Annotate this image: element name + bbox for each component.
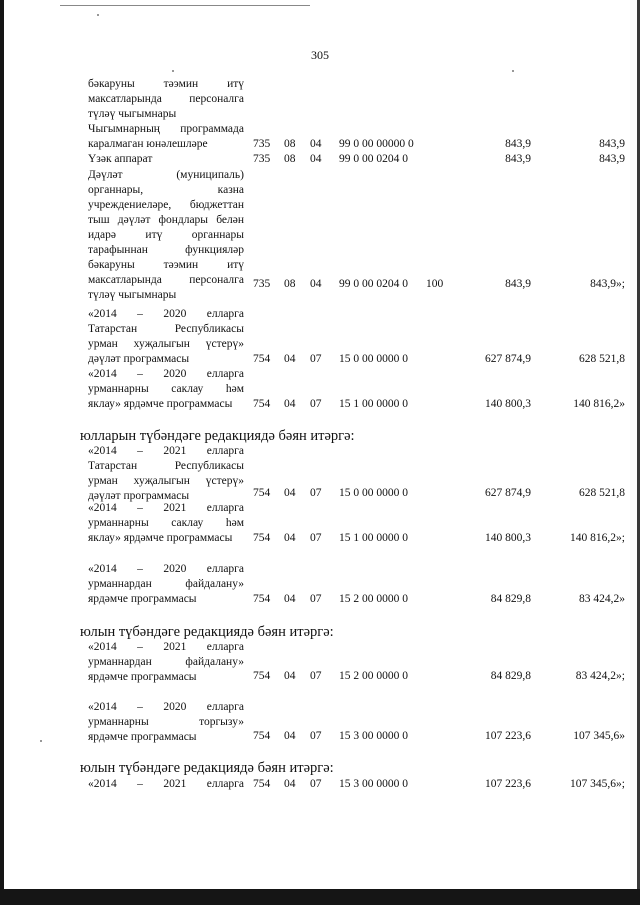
target-article: 15 3 00 0000 0 [339, 730, 408, 742]
amount-2: 140 816,2» [573, 398, 625, 410]
amount-2: 843,9 [599, 153, 625, 165]
subsection-code: 07 [310, 398, 322, 410]
target-article: 15 3 00 0000 0 [339, 778, 408, 790]
subsection-code: 07 [310, 532, 322, 544]
name-line: бәкаруны тәэмин итү [88, 78, 244, 90]
name-line: ярдәмче программасы [88, 731, 197, 743]
target-article: 15 2 00 0000 0 [339, 670, 408, 682]
amount-2: 628 521,8 [579, 487, 625, 499]
edit-instruction: юлларын түбәндәге редакциядә бәян итәргә: [80, 428, 355, 444]
table-row [0, 122, 640, 152]
section-code: 04 [284, 730, 296, 742]
name-line: Дәүләт (муниципаль) [88, 169, 244, 181]
row-name [88, 501, 244, 546]
amount-2: 107 345,6» [573, 730, 625, 742]
name-line: урман хуҗалыгын үстерү» [88, 338, 244, 350]
name-line: түләү чыгымнары [88, 108, 177, 120]
amount-2: 843,9»; [590, 278, 625, 290]
table-row [0, 562, 640, 607]
scan-speck [172, 70, 174, 72]
target-article: 99 0 00 0204 0 [339, 278, 408, 290]
section-code: 04 [284, 593, 296, 605]
row-name [88, 77, 244, 122]
amount-1: 843,9 [505, 138, 531, 150]
amount-2: 140 816,2»; [570, 532, 625, 544]
name-line: Үзәк аппарат [88, 153, 153, 165]
scan-top-rule [60, 5, 310, 6]
name-line: урманнарны саклау һәм [88, 383, 244, 395]
amount-1: 107 223,6 [485, 730, 531, 742]
name-line: «2014 – 2021 елларга [88, 445, 244, 457]
name-line: «2014 – 2020 елларга [88, 368, 244, 380]
ministry-code: 754 [253, 778, 271, 790]
amount-1: 140 800,3 [485, 398, 531, 410]
subsection-code: 04 [310, 278, 322, 290]
table-row [0, 777, 640, 792]
subsection-code: 04 [310, 138, 322, 150]
name-line: Чыгымнарның программада [88, 123, 244, 135]
target-article: 15 1 00 0000 0 [339, 532, 408, 544]
row-name [88, 168, 244, 303]
name-line: Татарстан Республикасы [88, 460, 244, 472]
edit-instruction: юлын түбәндәге редакциядә бәян итәргә: [80, 624, 334, 640]
name-line: дәүләт программасы [88, 490, 190, 502]
section-code: 08 [284, 138, 296, 150]
table-row [0, 444, 640, 501]
ministry-code: 735 [253, 153, 271, 165]
name-line: урман хуҗалыгын үстерү» [88, 475, 244, 487]
ministry-code: 754 [253, 398, 271, 410]
amount-1: 627 874,9 [485, 353, 531, 365]
section-code: 08 [284, 278, 296, 290]
ministry-code: 735 [253, 138, 271, 150]
amount-1: 84 829,8 [490, 670, 531, 682]
amount-2: 83 424,2» [579, 593, 625, 605]
section-code: 04 [284, 670, 296, 682]
name-line: яклау» ярдәмче программасы [88, 532, 233, 544]
amount-2: 83 424,2»; [575, 670, 625, 682]
name-line: урманнарны торгызу» [88, 716, 244, 728]
amount-1: 627 874,9 [485, 487, 531, 499]
table-row [0, 700, 640, 744]
table-row [0, 367, 640, 412]
expense-type: 100 [426, 278, 444, 290]
section-code: 08 [284, 153, 296, 165]
subsection-code: 07 [310, 670, 322, 682]
scan-edge-bottom [0, 889, 640, 905]
name-line: «2014 – 2021 елларга [88, 502, 244, 514]
amount-1: 84 829,8 [490, 593, 531, 605]
name-line: каралмаган юнәлешләре [88, 138, 208, 150]
row-name [88, 700, 244, 745]
name-line: «2014 – 2020 елларга [88, 701, 244, 713]
ministry-code: 754 [253, 670, 271, 682]
row-name [88, 640, 244, 685]
ministry-code: 754 [253, 730, 271, 742]
name-line: тыш дәүләт фондлары белән [88, 214, 244, 226]
name-line: урманнарны саклау һәм [88, 517, 244, 529]
name-line: яклау» ярдәмче программасы [88, 398, 233, 410]
section-code: 04 [284, 778, 296, 790]
subsection-code: 07 [310, 487, 322, 499]
target-article: 15 0 00 0000 0 [339, 487, 408, 499]
ministry-code: 754 [253, 487, 271, 499]
amount-1: 843,9 [505, 278, 531, 290]
section-code: 04 [284, 532, 296, 544]
name-line: органнары, казна [88, 184, 244, 196]
amount-2: 107 345,6»; [570, 778, 625, 790]
name-line: «2014 – 2020 елларга [88, 308, 244, 320]
name-line: «2014 – 2021 елларга [88, 778, 244, 790]
target-article: 99 0 00 00000 0 [339, 138, 414, 150]
ministry-code: 754 [253, 353, 271, 365]
section-code: 04 [284, 487, 296, 499]
table-row [0, 307, 640, 367]
amount-1: 107 223,6 [485, 778, 531, 790]
page-number: 305 [311, 48, 329, 62]
table-row [0, 77, 640, 122]
scan-speck [512, 70, 514, 72]
name-line: бәкаруны тәэмин итү [88, 259, 244, 271]
name-line: түләү чыгымнары [88, 289, 177, 301]
edit-instruction: юлын түбәндәге редакциядә бәян итәргә: [80, 760, 334, 776]
subsection-code: 07 [310, 593, 322, 605]
name-line: идарә итү органнары [88, 229, 244, 241]
ministry-code: 754 [253, 593, 271, 605]
table-row [0, 152, 640, 167]
name-line: учреждениеләре, бюджеттан [88, 199, 244, 211]
ministry-code: 754 [253, 532, 271, 544]
table-row [0, 168, 640, 301]
target-article: 15 0 00 0000 0 [339, 353, 408, 365]
name-line: ярдәмче программасы [88, 671, 197, 683]
name-line: «2014 – 2021 елларга [88, 641, 244, 653]
target-article: 99 0 00 0204 0 [339, 153, 408, 165]
table-row [0, 640, 640, 684]
row-name [88, 122, 244, 152]
subsection-code: 07 [310, 730, 322, 742]
scan-speck [97, 14, 99, 16]
name-line: урманнардан файдалану» [88, 578, 244, 590]
target-article: 15 2 00 0000 0 [339, 593, 408, 605]
name-line: «2014 – 2020 елларга [88, 563, 244, 575]
row-name [88, 777, 244, 792]
name-line: тарафыннан функцияләр [88, 244, 244, 256]
table-row [0, 501, 640, 546]
name-line: дәүләт программасы [88, 353, 190, 365]
row-name [88, 307, 244, 367]
section-code: 04 [284, 398, 296, 410]
name-line: максатларында персоналга [88, 93, 244, 105]
amount-2: 628 521,8 [579, 353, 625, 365]
name-line: урманнардан файдалану» [88, 656, 244, 668]
row-name [88, 444, 244, 504]
name-line: ярдәмче программасы [88, 593, 197, 605]
amount-1: 140 800,3 [485, 532, 531, 544]
name-line: Татарстан Республикасы [88, 323, 244, 335]
ministry-code: 735 [253, 278, 271, 290]
name-line: максатларында персоналга [88, 274, 244, 286]
subsection-code: 04 [310, 153, 322, 165]
section-code: 04 [284, 353, 296, 365]
target-article: 15 1 00 0000 0 [339, 398, 408, 410]
subsection-code: 07 [310, 353, 322, 365]
row-name [88, 562, 244, 607]
row-name [88, 367, 244, 412]
subsection-code: 07 [310, 778, 322, 790]
amount-2: 843,9 [599, 138, 625, 150]
row-name [88, 152, 244, 167]
amount-1: 843,9 [505, 153, 531, 165]
